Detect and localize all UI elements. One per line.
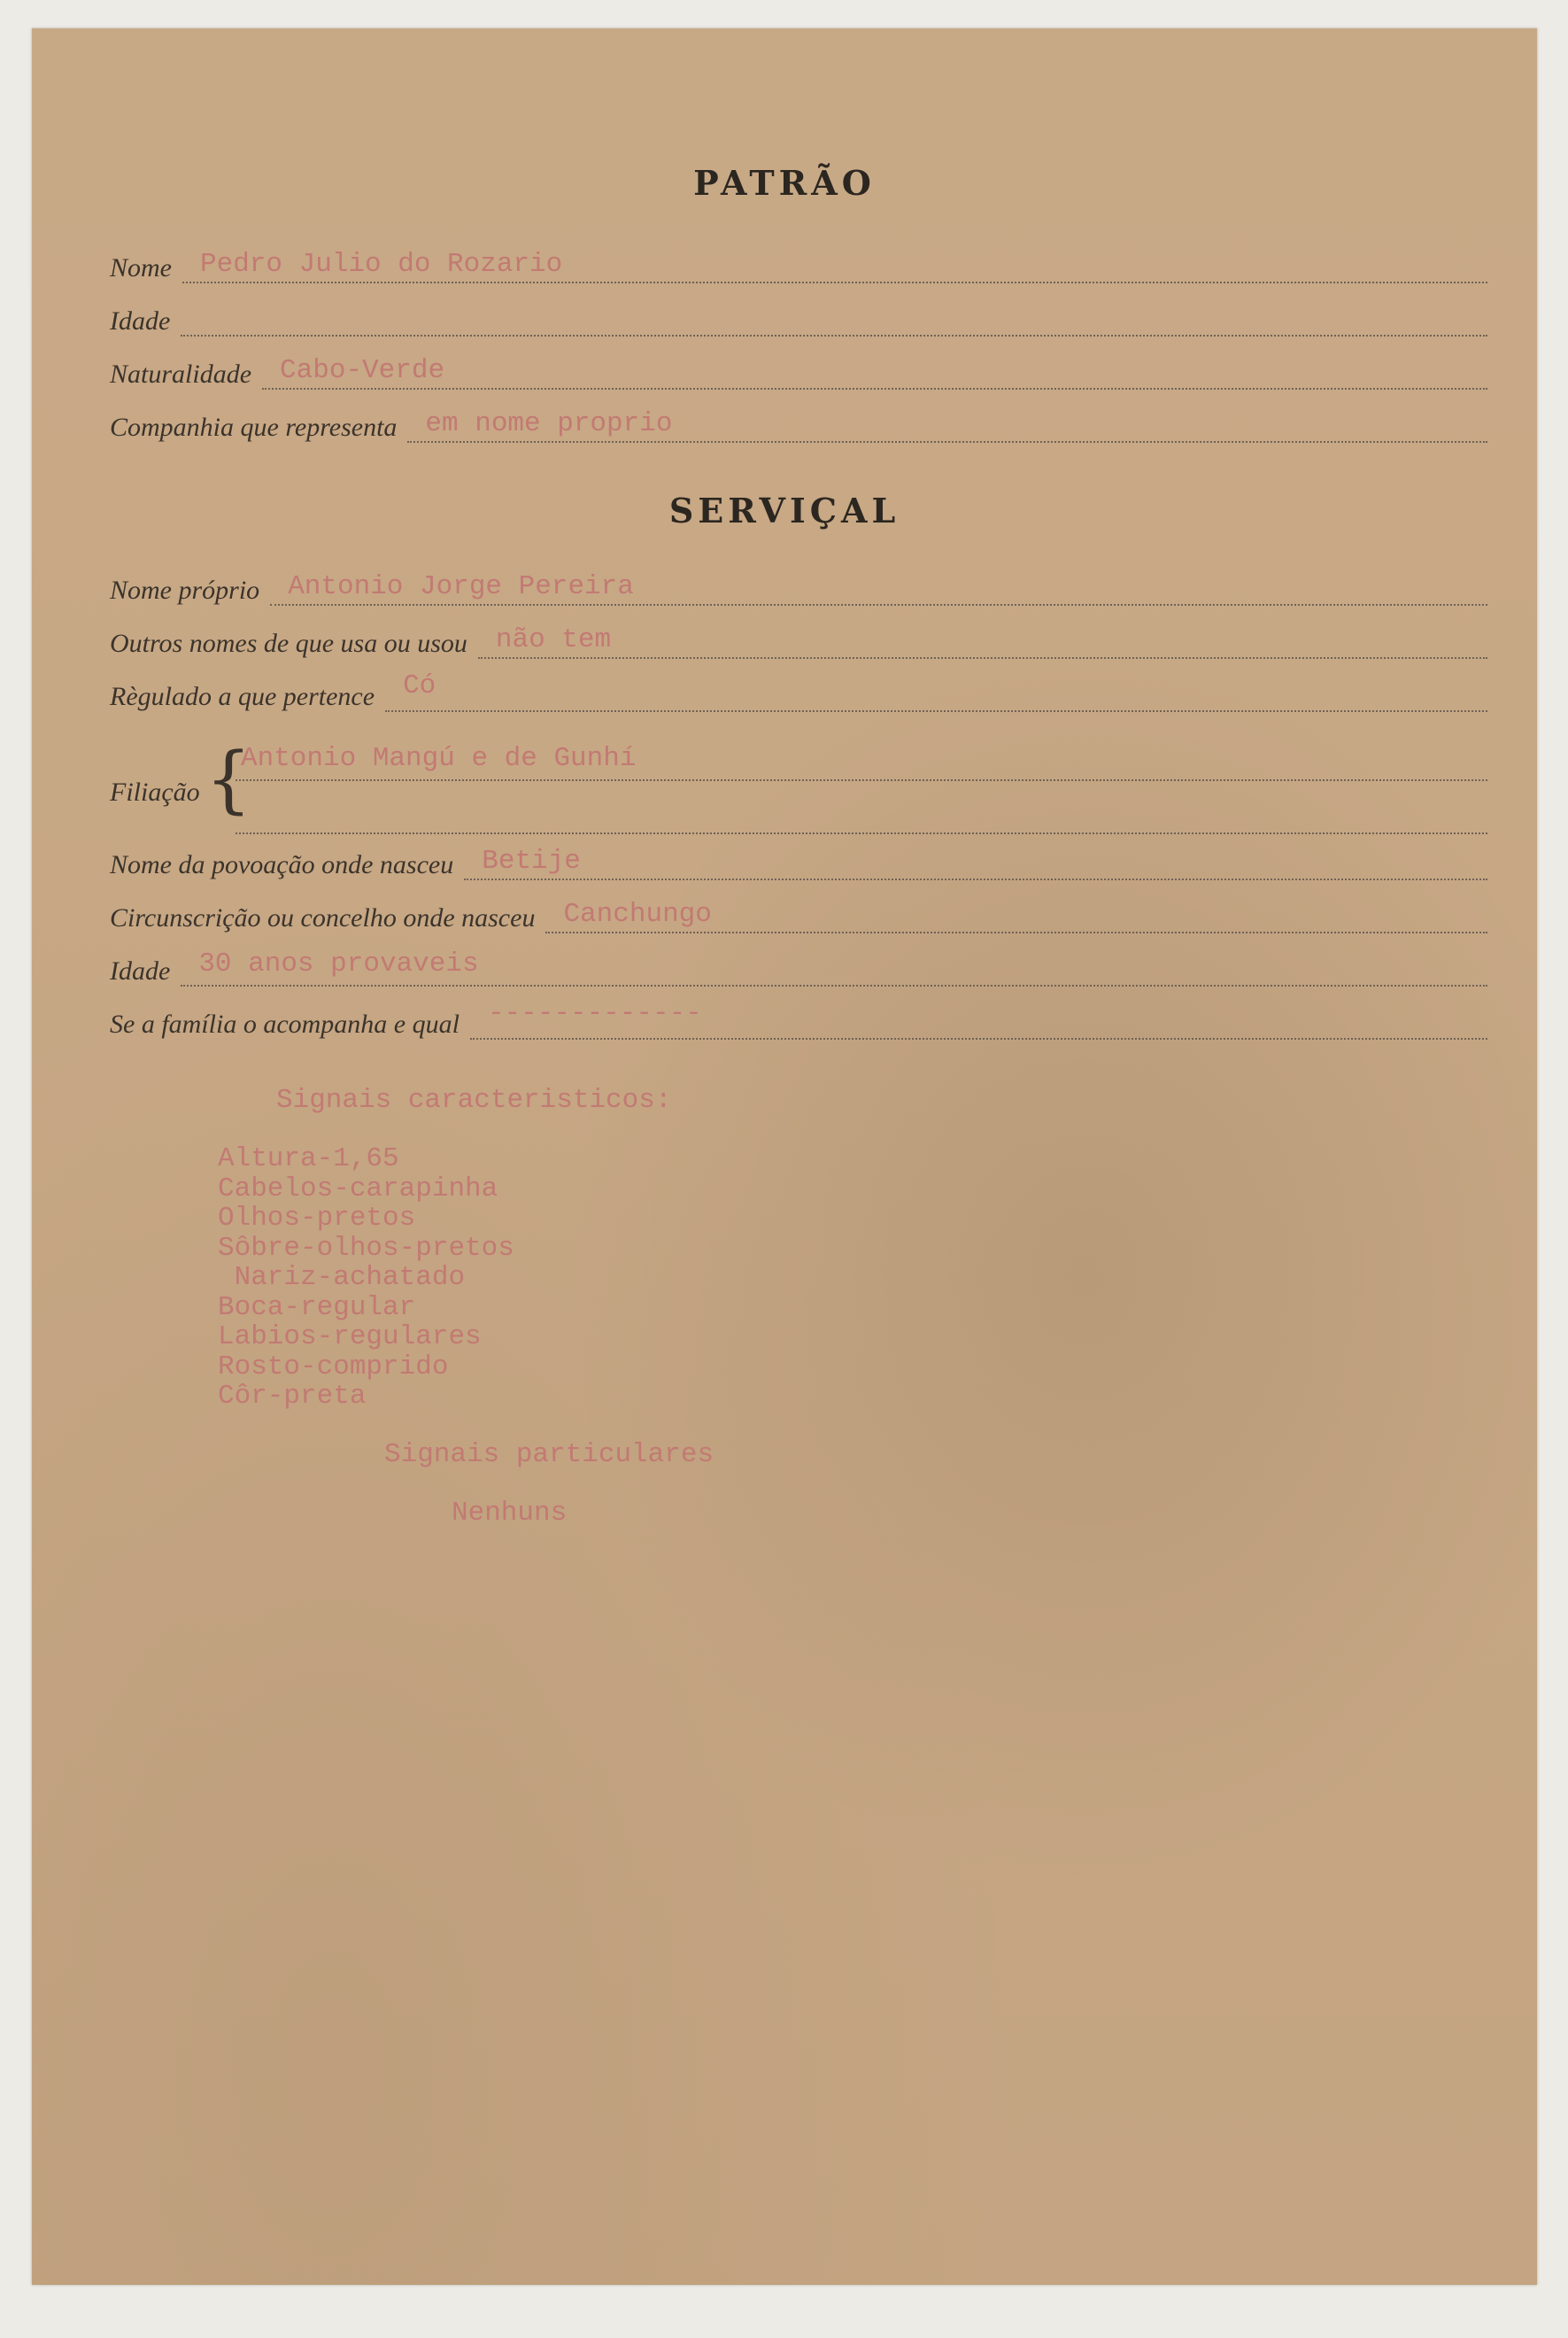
patrao-idade-field (181, 289, 1487, 337)
servical-outros-nomes-value: não tem (495, 624, 612, 655)
patrao-idade-row (110, 290, 1487, 337)
servical-idade-row (110, 941, 1487, 987)
caracteristico-item: Sôbre-olhos-pretos (218, 1232, 514, 1264)
servical-nome-field (270, 558, 1487, 606)
servical-povoacao-field (464, 832, 1487, 880)
servical-nome-row (110, 560, 1487, 606)
servical-idade-label: Idade (110, 956, 171, 986)
filiacao-value: Antonio Mangú e de Gunhí (241, 743, 637, 774)
servical-outros-nomes-label: Outros nomes de que usa ou usou (110, 629, 467, 658)
servical-regulado-field (385, 664, 1487, 712)
servical-circunscricao-value: Canchungo (563, 899, 712, 930)
filiacao-brace: { (205, 738, 252, 822)
caracteristico-item: Boca-regular (218, 1291, 416, 1323)
servical-povoacao-label: Nome da povoação onde nasceu (110, 850, 454, 879)
signais-particulares-value: Nenhuns (452, 1498, 568, 1529)
servical-circunscricao-row (110, 887, 1487, 933)
patrao-heading: PATRÃO (693, 163, 876, 203)
filiacao-line-1 (236, 779, 1487, 781)
patrao-nome-field (182, 236, 1487, 283)
patrao-naturalidade-value: Cabo-Verde (280, 355, 445, 386)
servical-circunscricao-field (545, 886, 1487, 933)
servical-nome-label: Nome próprio (110, 576, 260, 605)
signais-caracteristicos-heading: Signais caracteristicos: (276, 1085, 672, 1116)
patrao-companhia-field (407, 395, 1487, 443)
servical-circunscricao-label: Circunscrição ou concelho onde nasceu (110, 903, 536, 933)
caracteristico-item: Labios-regulares (218, 1321, 482, 1352)
servical-regulado-label: Règulado a que pertence (110, 682, 375, 711)
servical-outros-nomes-row (110, 613, 1487, 659)
caracteristico-item: Olhos-pretos (218, 1203, 416, 1234)
servical-idade-field (181, 939, 1487, 987)
caracteristico-item: Côr-preta (218, 1381, 367, 1412)
servical-outros-nomes-field (478, 611, 1487, 659)
patrao-nome-label: Nome (110, 253, 172, 283)
patrao-nome-row (110, 237, 1487, 283)
servical-familia-field (470, 992, 1487, 1040)
servical-regulado-row (110, 666, 1487, 712)
servical-idade-value: 30 anos provaveis (198, 948, 479, 979)
servical-familia-row (110, 994, 1487, 1040)
caracteristico-item: Rosto-comprido (218, 1351, 449, 1382)
patrao-nome-value: Pedro Julio do Rozario (200, 249, 563, 280)
caracteristico-item: Cabelos-carapinha (218, 1173, 498, 1204)
patrao-companhia-label: Companhia que representa (110, 413, 398, 442)
patrao-naturalidade-row (110, 344, 1487, 390)
caracteristico-item: Nariz-achatado (218, 1262, 466, 1293)
patrao-companhia-value: em nome proprio (425, 408, 673, 439)
patrao-naturalidade-field (262, 342, 1487, 390)
servical-regulado-value: Có (403, 670, 436, 701)
servical-povoacao-value: Betije (482, 846, 581, 877)
signais-particulares-heading: Signais particulares (384, 1439, 714, 1470)
servical-heading: SERVIÇAL (668, 491, 900, 530)
caracteristico-item: Altura-1,65 (218, 1143, 399, 1174)
patrao-naturalidade-label: Naturalidade (110, 360, 252, 389)
filiacao-label: Filiação (110, 778, 200, 807)
patrao-companhia-row (110, 397, 1487, 443)
servical-familia-value: ------------- (487, 998, 702, 1029)
servical-familia-label: Se a família o acompanha e qual (110, 1010, 460, 1039)
patrao-idade-label: Idade (110, 306, 171, 336)
servical-nome-value: Antonio Jorge Pereira (288, 571, 634, 602)
form-sheet (32, 28, 1537, 2285)
servical-povoacao-row (110, 834, 1487, 880)
